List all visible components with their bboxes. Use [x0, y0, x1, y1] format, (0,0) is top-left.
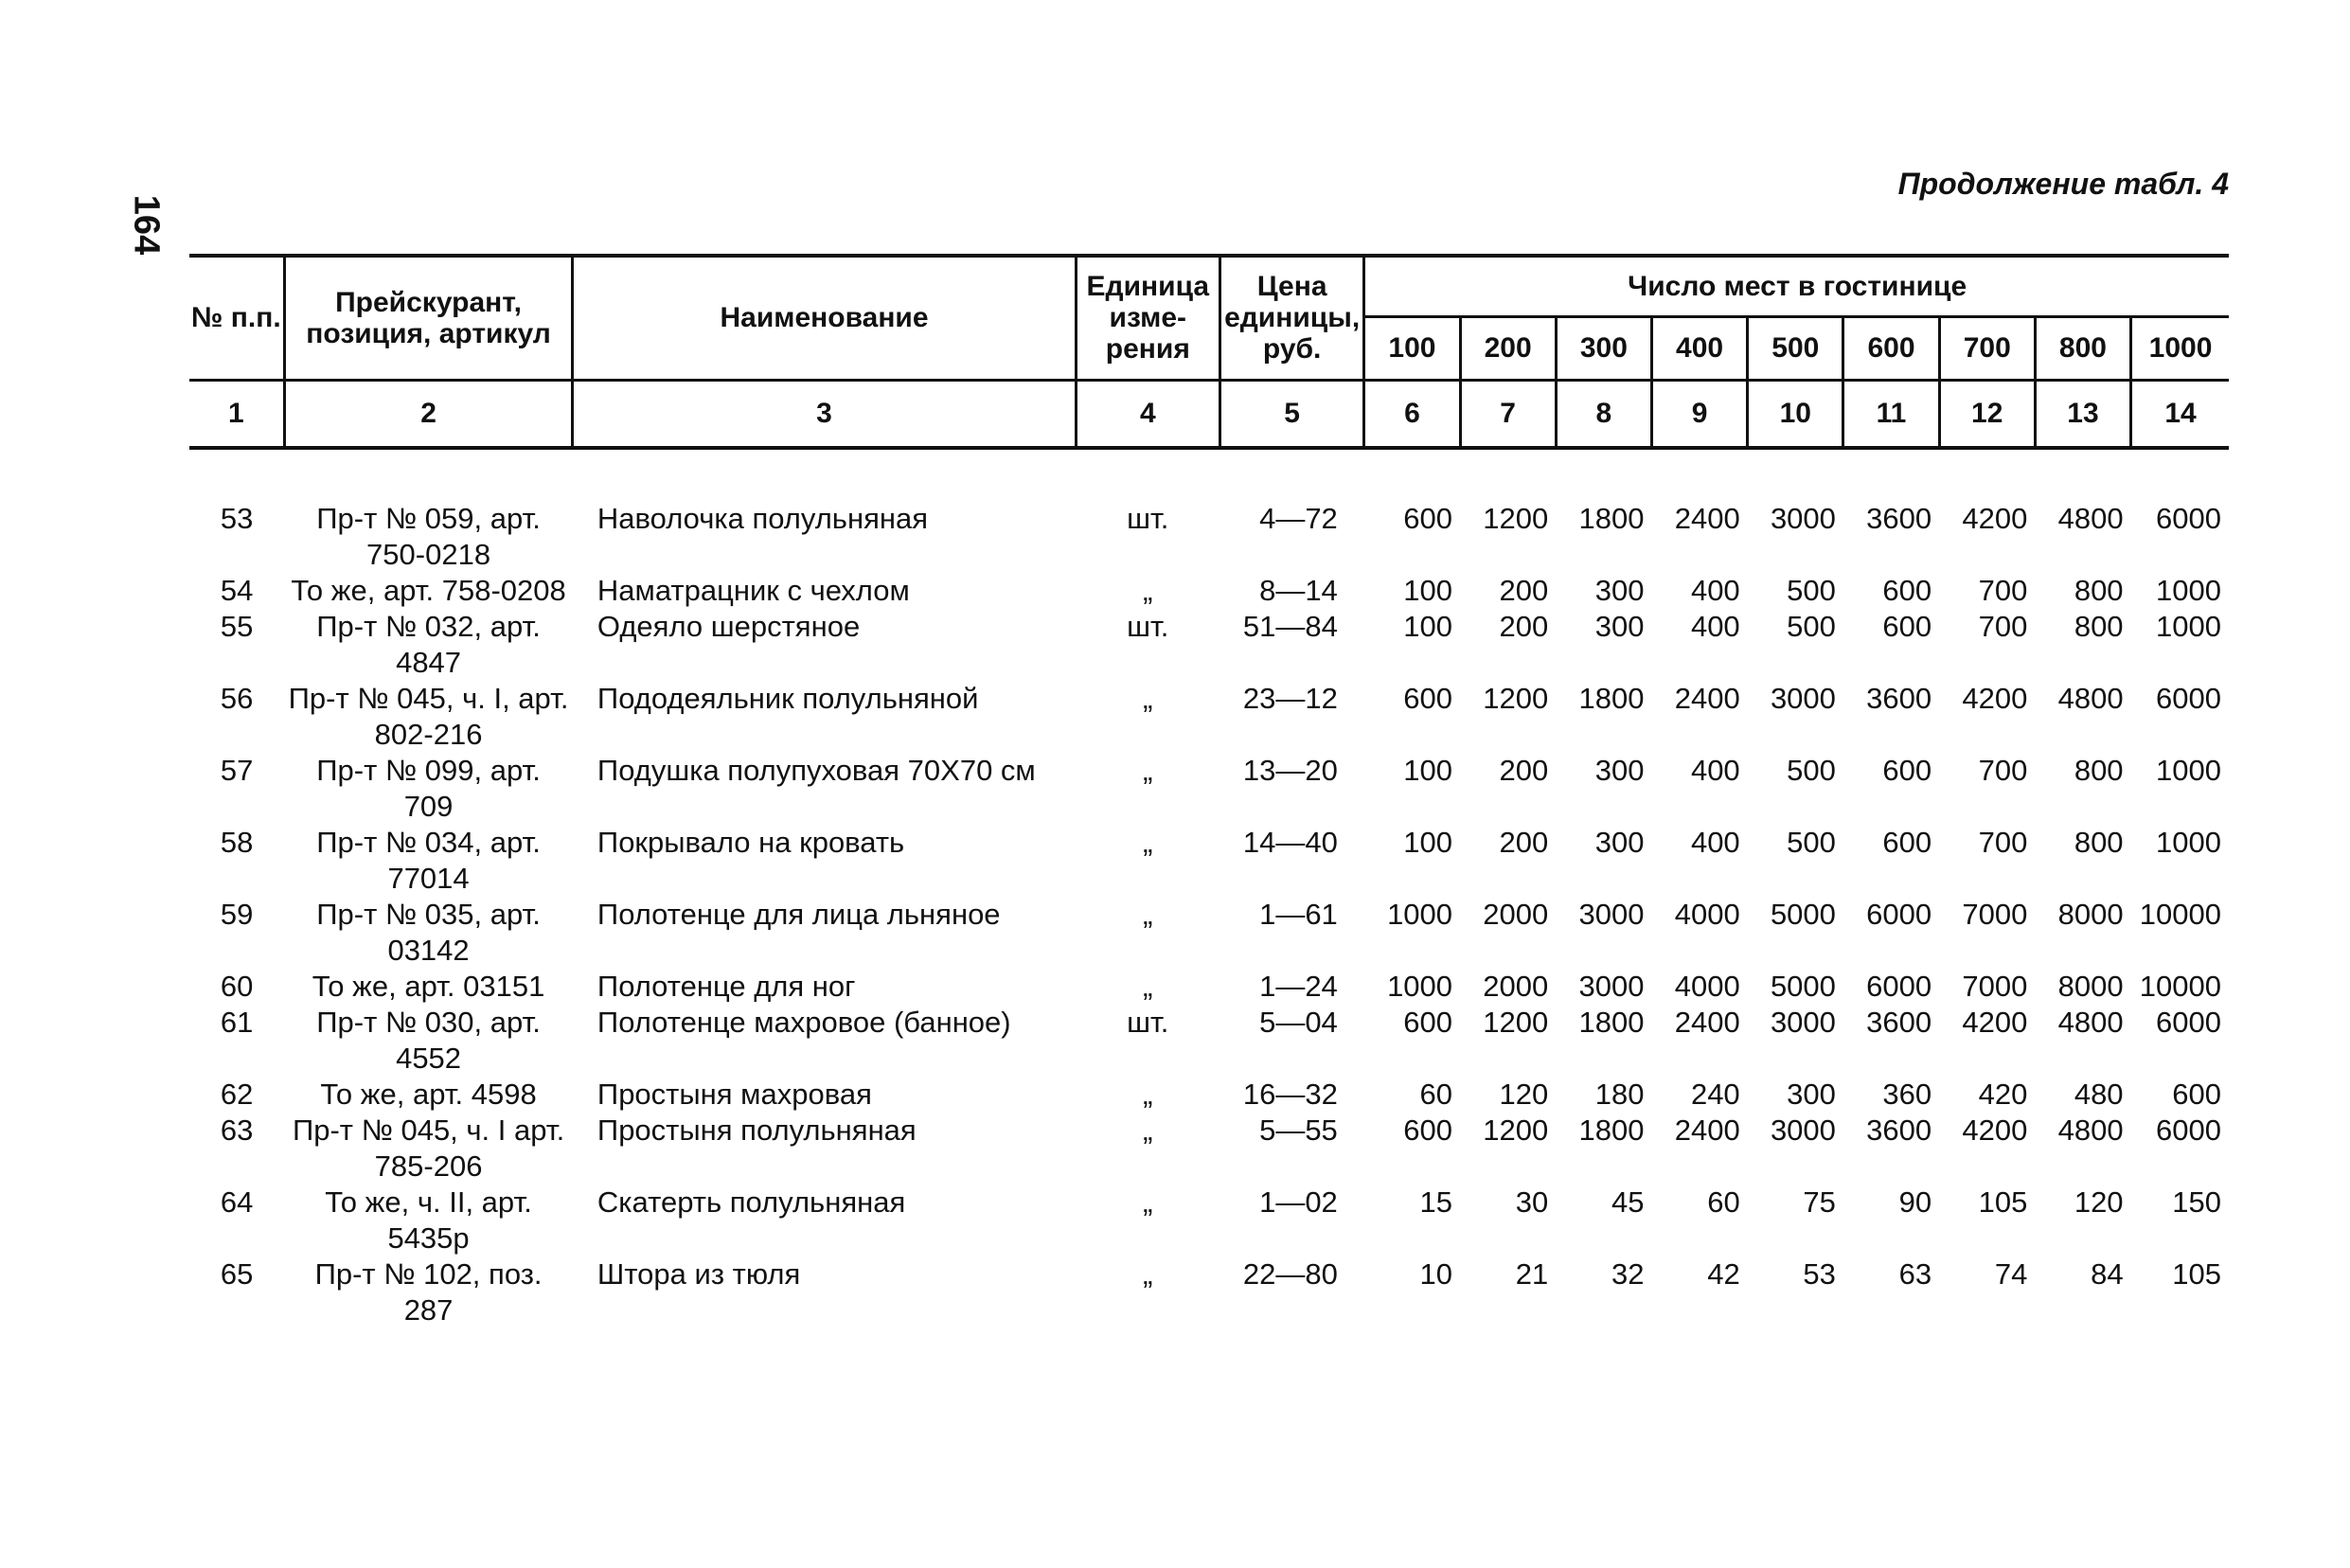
table-row: [189, 825, 2229, 897]
row-number: 60: [220, 969, 254, 1003]
column-number: 11: [1843, 380, 1939, 448]
row-quantity: 2400: [1674, 1113, 1740, 1147]
row-quantity: 800: [2074, 753, 2124, 787]
row-quantity: 15: [1419, 1185, 1453, 1219]
row-quantity: 360: [1882, 1077, 1932, 1111]
row-quantity: 4200: [1962, 681, 2028, 715]
row-quantity: 100: [1403, 753, 1453, 787]
row-unit: „: [1143, 1113, 1153, 1147]
row-quantity: 800: [2074, 825, 2124, 859]
row-quantity: 3600: [1866, 1113, 1932, 1147]
row-quantity: 105: [2172, 1256, 2221, 1291]
row-item-name: Одеяло шерстяное: [596, 609, 861, 643]
row-quantity: 6000: [2156, 681, 2221, 715]
table-row: [189, 753, 2229, 825]
header-num: № п.п.: [189, 256, 284, 380]
row-unit: „: [1143, 1185, 1153, 1219]
header-capacity: 700: [1939, 316, 2035, 380]
row-unit-cost: 22—80: [1242, 1256, 1338, 1291]
row-quantity: 180: [1594, 1077, 1645, 1111]
row-quantity: 3000: [1770, 1005, 1836, 1039]
row-quantity: 2400: [1674, 681, 1740, 715]
column-number: 5: [1220, 380, 1363, 448]
row-quantity: 3000: [1770, 681, 1836, 715]
header-name: Наименование: [573, 256, 1076, 380]
table-row: [189, 1113, 2229, 1185]
table-row: [189, 573, 2229, 609]
row-quantity: 1800: [1578, 501, 1645, 535]
row-quantity: 1200: [1483, 501, 1549, 535]
row-quantity: 3000: [1578, 969, 1645, 1003]
header-unit: Единица измерения: [1076, 256, 1220, 380]
column-number: 9: [1651, 380, 1747, 448]
row-quantity: 6000: [2156, 501, 2221, 535]
row-item-name: Простыня полульняная: [596, 1113, 917, 1147]
row-quantity: 400: [1690, 825, 1740, 859]
row-unit: „: [1143, 897, 1153, 931]
row-unit: шт.: [1127, 501, 1169, 535]
header-capacity: 200: [1460, 316, 1556, 380]
row-price-list: Пр-т № 099, арт. 709: [316, 753, 541, 823]
row-quantity: 600: [1403, 1005, 1453, 1039]
row-quantity: 1000: [2156, 609, 2221, 643]
row-quantity: 240: [1690, 1077, 1740, 1111]
row-price-list: Пр-т № 045, ч. I, арт. 802-216: [288, 681, 569, 751]
table-row: [189, 1005, 2229, 1077]
table-row: [189, 1077, 2229, 1113]
row-quantity: 500: [1787, 753, 1836, 787]
row-unit-cost: 5—55: [1259, 1113, 1338, 1147]
row-quantity: 1000: [2156, 753, 2221, 787]
row-quantity: 600: [1882, 753, 1932, 787]
row-unit-cost: 5—04: [1259, 1005, 1338, 1039]
column-number: 8: [1556, 380, 1651, 448]
row-quantity: 100: [1403, 609, 1453, 643]
header-capacity: 300: [1556, 316, 1651, 380]
row-quantity: 300: [1594, 753, 1645, 787]
row-quantity: 500: [1787, 609, 1836, 643]
row-unit: „: [1143, 825, 1153, 859]
header-capacity: 500: [1748, 316, 1843, 380]
row-quantity: 4200: [1962, 1005, 2028, 1039]
row-quantity: 3000: [1770, 1113, 1836, 1147]
row-quantity: 4800: [2057, 1113, 2124, 1147]
column-number: 2: [284, 380, 573, 448]
row-item-name: Полотенце для лица льняное: [596, 897, 1001, 931]
row-quantity: 800: [2074, 573, 2124, 607]
row-quantity: 300: [1594, 573, 1645, 607]
row-quantity: 400: [1690, 609, 1740, 643]
row-quantity: 600: [1403, 681, 1453, 715]
row-quantity: 200: [1499, 573, 1549, 607]
row-unit: „: [1143, 753, 1153, 787]
row-item-name: Покрывало на кровать: [596, 825, 905, 859]
row-quantity: 6000: [2156, 1005, 2221, 1039]
row-quantity: 4000: [1674, 969, 1740, 1003]
row-price-list: То же, арт. 4598: [320, 1077, 537, 1111]
row-quantity: 100: [1403, 573, 1453, 607]
row-quantity: 300: [1787, 1077, 1836, 1111]
column-number: 13: [2035, 380, 2130, 448]
row-price-list: Пр-т № 045, ч. I арт. 785-206: [292, 1113, 565, 1183]
row-unit-cost: 1—02: [1259, 1185, 1338, 1219]
row-number: 54: [220, 573, 254, 607]
row-quantity: 21: [1515, 1256, 1549, 1291]
row-item-name: Штора из тюля: [596, 1256, 801, 1291]
row-quantity: 100: [1403, 825, 1453, 859]
row-quantity: 45: [1611, 1185, 1645, 1219]
row-quantity: 200: [1499, 609, 1549, 643]
row-number: 55: [220, 609, 254, 643]
column-number: 3: [573, 380, 1076, 448]
row-quantity: 600: [1882, 825, 1932, 859]
row-quantity: 3000: [1578, 897, 1645, 931]
row-quantity: 200: [1499, 825, 1549, 859]
column-number: 10: [1748, 380, 1843, 448]
row-item-name: Полотенце махровое (банное): [596, 1005, 1011, 1039]
row-quantity: 3600: [1866, 1005, 1932, 1039]
row-quantity: 30: [1515, 1185, 1549, 1219]
row-quantity: 10000: [2139, 969, 2221, 1003]
row-quantity: 42: [1707, 1256, 1740, 1291]
row-quantity: 60: [1419, 1077, 1453, 1111]
row-quantity: 8000: [2057, 969, 2124, 1003]
header-capacity-group: Число мест в гостинице: [1364, 256, 2229, 316]
row-quantity: 4800: [2057, 681, 2124, 715]
row-quantity: 74: [1994, 1256, 2028, 1291]
row-price-list: То же, ч. II, арт. 5435р: [325, 1185, 532, 1255]
row-unit: „: [1143, 969, 1153, 1003]
row-quantity: 700: [1978, 609, 2028, 643]
row-unit-cost: 8—14: [1259, 573, 1338, 607]
row-quantity: 1800: [1578, 1113, 1645, 1147]
row-quantity: 4200: [1962, 501, 2028, 535]
row-quantity: 700: [1978, 825, 2028, 859]
row-number: 62: [220, 1077, 254, 1111]
inventory-table: [189, 254, 2229, 1328]
row-unit: „: [1143, 1077, 1153, 1111]
row-unit-cost: 23—12: [1242, 681, 1338, 715]
row-price-list: Пр-т № 059, арт. 750-0218: [316, 501, 541, 571]
row-number: 58: [220, 825, 254, 859]
row-price-list: Пр-т № 030, арт. 4552: [316, 1005, 541, 1075]
row-quantity: 700: [1978, 573, 2028, 607]
row-quantity: 600: [1403, 501, 1453, 535]
row-quantity: 4800: [2057, 501, 2124, 535]
row-quantity: 4000: [1674, 897, 1740, 931]
row-unit-cost: 1—24: [1259, 969, 1338, 1003]
row-number: 57: [220, 753, 254, 787]
row-item-name: Скатерть полульняная: [596, 1185, 906, 1219]
row-quantity: 1800: [1578, 681, 1645, 715]
column-number: 1: [189, 380, 284, 448]
row-quantity: 600: [1403, 1113, 1453, 1147]
row-unit: „: [1143, 681, 1153, 715]
table-row: [189, 681, 2229, 753]
row-number: 59: [220, 897, 254, 931]
row-number: 64: [220, 1185, 254, 1219]
column-number: 12: [1939, 380, 2035, 448]
header-capacity: 1000: [2131, 316, 2229, 380]
row-quantity: 6000: [2156, 1113, 2221, 1147]
table-row: [189, 969, 2229, 1005]
row-quantity: 4200: [1962, 1113, 2028, 1147]
row-number: 61: [220, 1005, 254, 1039]
row-quantity: 1000: [1387, 897, 1453, 931]
header-price-list: Прейскурант, позиция, артикул: [284, 256, 573, 380]
row-quantity: 7000: [1962, 897, 2028, 931]
row-number: 53: [220, 501, 254, 535]
row-price-list: Пр-т № 034, арт. 77014: [316, 825, 541, 895]
row-quantity: 3600: [1866, 681, 1932, 715]
row-quantity: 500: [1787, 573, 1836, 607]
row-quantity: 700: [1978, 753, 2028, 787]
row-quantity: 600: [1882, 609, 1932, 643]
row-quantity: 400: [1690, 753, 1740, 787]
column-number: 6: [1364, 380, 1460, 448]
row-item-name: Полотенце для ног: [596, 969, 856, 1003]
row-quantity: 1000: [2156, 573, 2221, 607]
row-quantity: 63: [1898, 1256, 1932, 1291]
row-item-name: Подушка полупуховая 70Х70 см: [596, 753, 1036, 787]
row-quantity: 2400: [1674, 1005, 1740, 1039]
table-row: [189, 609, 2229, 681]
page-number: 164: [126, 194, 167, 256]
table-continuation-label: Продолжение табл. 4: [1897, 167, 2229, 201]
row-quantity: 400: [1690, 573, 1740, 607]
row-quantity: 480: [2074, 1077, 2124, 1111]
column-number: 4: [1076, 380, 1220, 448]
row-quantity: 2400: [1674, 501, 1740, 535]
row-quantity: 6000: [1866, 969, 1932, 1003]
header-capacity: 400: [1651, 316, 1747, 380]
row-quantity: 1000: [1387, 969, 1453, 1003]
row-quantity: 32: [1611, 1256, 1645, 1291]
row-quantity: 3000: [1770, 501, 1836, 535]
row-unit: „: [1143, 1256, 1153, 1291]
row-unit-cost: 1—61: [1259, 897, 1338, 931]
row-price-list: Пр-т № 035, арт. 03142: [316, 897, 541, 967]
row-price-list: Пр-т № 032, арт. 4847: [316, 609, 541, 679]
header-capacity: 100: [1364, 316, 1460, 380]
row-quantity: 1000: [2156, 825, 2221, 859]
row-quantity: 10: [1419, 1256, 1453, 1291]
row-quantity: 420: [1978, 1077, 2028, 1111]
row-quantity: 600: [1882, 573, 1932, 607]
row-quantity: 800: [2074, 609, 2124, 643]
row-quantity: 8000: [2057, 897, 2124, 931]
row-price-list: То же, арт. 03151: [312, 969, 545, 1003]
row-quantity: 3600: [1866, 501, 1932, 535]
row-quantity: 1800: [1578, 1005, 1645, 1039]
row-quantity: 10000: [2139, 897, 2221, 931]
row-quantity: 5000: [1770, 897, 1836, 931]
row-quantity: 6000: [1866, 897, 1932, 931]
row-quantity: 1200: [1483, 681, 1549, 715]
header-cost: Цена единицы, руб.: [1220, 256, 1363, 380]
row-quantity: 1200: [1483, 1005, 1549, 1039]
row-quantity: 120: [2074, 1185, 2124, 1219]
row-unit: шт.: [1127, 1005, 1169, 1039]
row-quantity: 2000: [1483, 897, 1549, 931]
column-number: 14: [2131, 380, 2229, 448]
row-unit-cost: 14—40: [1242, 825, 1338, 859]
row-item-name: Наматрацник с чехлом: [596, 573, 910, 607]
table-row: [189, 1256, 2229, 1328]
row-unit: шт.: [1127, 609, 1169, 643]
row-quantity: 105: [1978, 1185, 2028, 1219]
row-quantity: 500: [1787, 825, 1836, 859]
row-quantity: 150: [2172, 1185, 2221, 1219]
row-quantity: 60: [1707, 1185, 1740, 1219]
row-quantity: 1200: [1483, 1113, 1549, 1147]
row-quantity: 300: [1594, 825, 1645, 859]
row-number: 63: [220, 1113, 254, 1147]
row-quantity: 2000: [1483, 969, 1549, 1003]
row-quantity: 5000: [1770, 969, 1836, 1003]
row-number: 56: [220, 681, 254, 715]
table-row: [189, 501, 2229, 573]
row-quantity: 600: [2172, 1077, 2221, 1111]
row-quantity: 75: [1803, 1185, 1836, 1219]
row-number: 65: [220, 1256, 254, 1291]
table-row: [189, 1185, 2229, 1256]
row-quantity: 300: [1594, 609, 1645, 643]
row-unit-cost: 4—72: [1259, 501, 1338, 535]
header-capacity: 800: [2035, 316, 2130, 380]
row-price-list: Пр-т № 102, поз. 287: [314, 1256, 543, 1327]
row-item-name: Простыня махровая: [596, 1077, 872, 1111]
row-item-name: Пододеяльник полульняной: [596, 681, 979, 715]
row-quantity: 84: [2091, 1256, 2124, 1291]
column-number: 7: [1460, 380, 1556, 448]
row-quantity: 53: [1803, 1256, 1836, 1291]
row-quantity: 90: [1898, 1185, 1932, 1219]
row-unit-cost: 13—20: [1242, 753, 1338, 787]
row-item-name: Наволочка полульняная: [596, 501, 929, 535]
row-quantity: 120: [1499, 1077, 1549, 1111]
table-row: [189, 897, 2229, 969]
row-quantity: 7000: [1962, 969, 2028, 1003]
row-price-list: То же, арт. 758-0208: [291, 573, 566, 607]
header-capacity: 600: [1843, 316, 1939, 380]
row-unit: „: [1143, 573, 1153, 607]
row-unit-cost: 51—84: [1242, 609, 1338, 643]
row-quantity: 4800: [2057, 1005, 2124, 1039]
row-quantity: 200: [1499, 753, 1549, 787]
row-unit-cost: 16—32: [1242, 1077, 1338, 1111]
